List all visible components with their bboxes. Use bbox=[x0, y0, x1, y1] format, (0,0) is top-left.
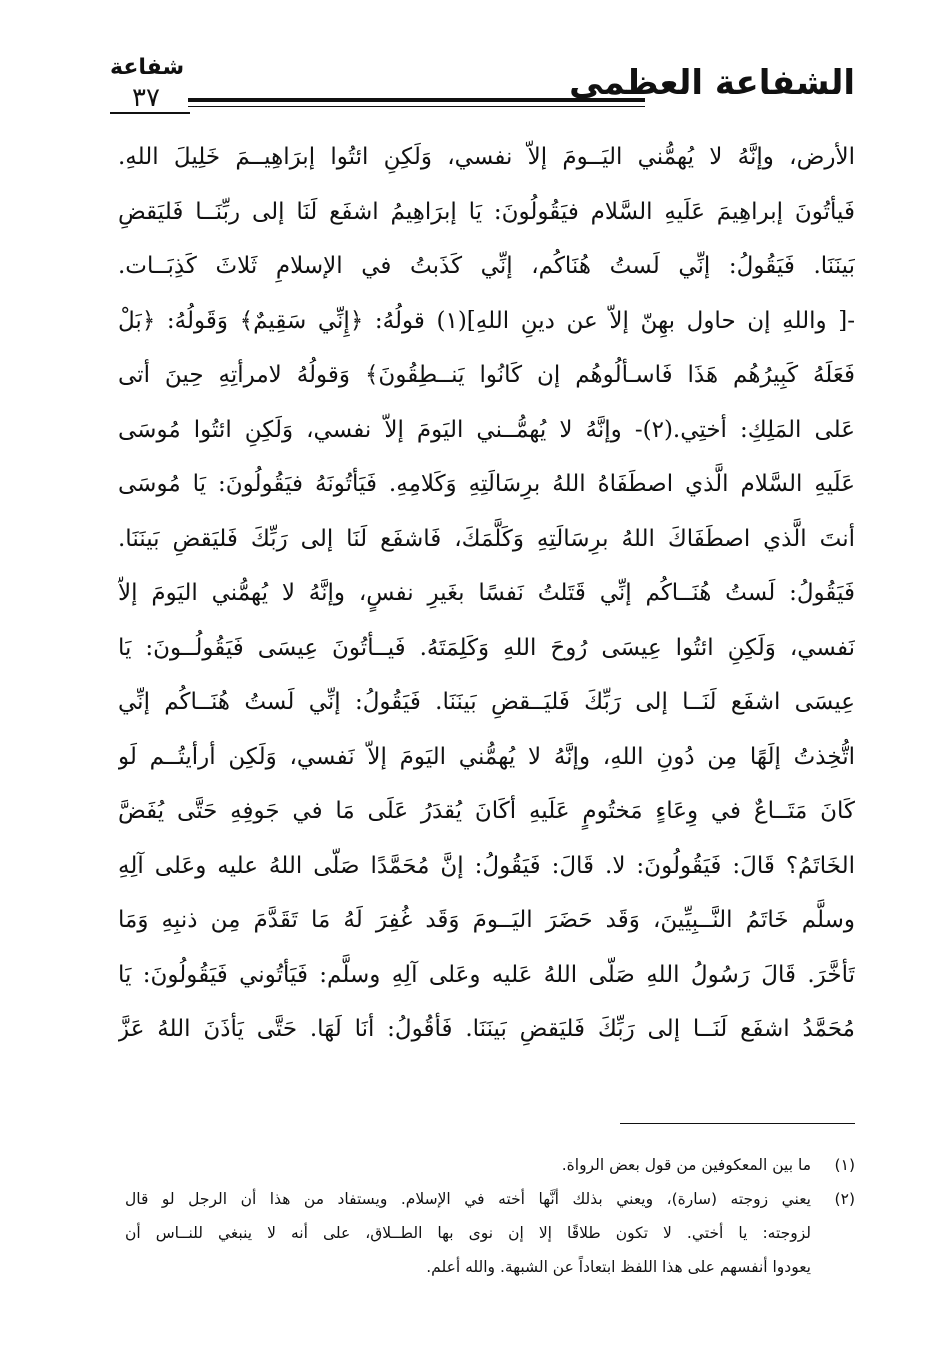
footnote-line: لزوجته: يا أختي. لا تكون طلاقًا إلا إن نوى بها الطــلاق، على أنه لا ينبغي للنــاس أن bbox=[125, 1224, 811, 1242]
footnote-line: يعودوا أنفسهم على هذا اللفظ ابتعاداً عن الشبهة. والله أعلم. bbox=[426, 1258, 811, 1276]
text-line: نَفسي، وَلَكِنِ ائتُوا عِيسَى رُوحَ اللهِ وَكَلِمَتَهُ. فَيــأتُونَ عِيسَى فَيَقُولُــونَ: يَا bbox=[118, 634, 855, 661]
footnote-text: يعني زوجته (سارة)، ويعني بذلك أنَّها أخته في الإسلام. ويستفاد من هذا أن الرجل لو قال bbox=[125, 1190, 811, 1208]
text-line: فَيأتُونَ إبراهِيمَ عَلَيهِ السَّلام فيَقُولُونَ: يَا إبرَاهِيمُ اشفَع لَنَا إلى ربِّنَــا فَليَقضِ bbox=[118, 198, 855, 225]
main-text bbox=[118, 130, 855, 1057]
text-line: بَينَنَا. فَيَقُولُ: إنِّي لَستُ هُنَاكُم، إنِّي كَذَبتُ في الإسلامِ ثَلاثَ كَذِبَــات. bbox=[118, 253, 855, 279]
footnote-text: ما بين المعكوفين من قول بعض الرواة. bbox=[561, 1156, 811, 1174]
page-header bbox=[110, 55, 855, 130]
header-logo: شفاعة bbox=[110, 55, 185, 80]
footnote-line bbox=[125, 1182, 855, 1216]
text-line: مُحَمَّدُ اشفَع لَنَــا إلى رَبِّكَ فَليَقضِ بَينَنَا. فَأقُولُ: أنَا لَهَا. حَتَّى يَأذَنَ اللهُ عَزَّ bbox=[118, 1016, 855, 1042]
footnote-1 bbox=[125, 1148, 855, 1182]
header-rule bbox=[188, 98, 645, 102]
text-line: الخَاتَمُ؟ قَالَ: فَيَقُولُونَ: لا. قَالَ: فَيَقُولُ: إنَّ مُحَمَّدًا صَلّى اللهُ عليه وعَلى آلِهِ bbox=[118, 852, 855, 879]
footnote-marker: (٢) bbox=[834, 1190, 855, 1208]
footnote-separator bbox=[620, 1123, 855, 1124]
text-line: عَلَيهِ السَّلام الَّذي اصطَفَاهُ اللهُ برِسَالَتِهِ وَكَلامِهِ. فَيَأتُونَهُ فيَقُولُونَ: يَا مُوسَى bbox=[118, 471, 855, 497]
text-line: كَانَ مَتَــاعٌ في وِعَاءٍ مَختُومٍ عَلَيهِ أكَانَ يُقدَرُ عَلَى مَا في جَوفِهِ حَتَّى يُفَضَّ bbox=[118, 798, 855, 824]
text-line: وسلَّم خَاتَمُ النَّــبِيِّينَ، وَقَد حَضَرَ اليَــومَ وَقَد غُفِرَ لَهُ مَا تَقَدَّمَ مِن ذنبِهِ وَمَا bbox=[118, 907, 855, 933]
text-line: فَيَقُولُ: لَستُ هُنَــاكُم إنِّي قَتَلتُ نَفسًا بغَيرِ نفسٍ، وإنَّهُ لا يُهمُّني اليَومَ إلاّ bbox=[118, 580, 855, 606]
footnote-marker: (١) bbox=[834, 1156, 855, 1174]
text-line: عَلى المَلِكِ: أختِي.(٢)- وإنَّهُ لا يُهمُّــني اليَومَ إلاّ نفسي، وَلَكِنِ ائتُوا مُوسَى bbox=[118, 416, 855, 443]
header-rule-thin bbox=[188, 106, 645, 107]
text-line: تَأخَّرَ. قَالَ رَسُولُ اللهِ صَلّى اللهُ عَليه وعَلى آلِهِ وسلَّم: فَيَأتُوني فَيَقُولُونَ: يَا bbox=[118, 961, 855, 988]
page-title: الشفاعة العظمى bbox=[569, 63, 855, 103]
footnotes bbox=[125, 1148, 855, 1284]
footnote-2 bbox=[125, 1182, 855, 1284]
page-number-rule bbox=[110, 112, 190, 114]
text-line: الأرض، وإنَّهُ لا يُهمُّني اليَــومَ إلاّ نفسي، وَلَكِنِ ائتُوا إبرَاهِيــمَ خَلِيلَ اللهِ. bbox=[118, 144, 855, 170]
text-line: -[ واللهِ إن حاول بهِنّ إلاّ عن دينِ اللهِ](١) قولُهُ: ﴿إِنِّي سَقِيمٌ﴾ وَقَولُهُ: ﴿بَلْ bbox=[118, 307, 855, 334]
text-line: أنتَ الَّذي اصطَفَاكَ اللهُ برِسَالَتِهِ وَكَلَّمَكَ، فَاشفَع لَنَا إلى رَبِّكَ فَليَقضِ بَينَنَا. bbox=[118, 525, 855, 552]
text-line: اتُّخِذتُ إلَهًا مِن دُونِ اللهِ، وإنَّهُ لا يُهمُّني اليَومَ إلاّ نَفسي، وَلَكِن أرأيتُــم لَو bbox=[118, 743, 855, 770]
footnote-line bbox=[125, 1148, 855, 1182]
text-line: عِيسَى اشفَع لَنَــا إلى رَبِّكَ فَليَــقضِ بَينَنَا. فَيَقُولُ: إنِّي لَستُ هُنَــاكُم إنِّي bbox=[118, 689, 855, 715]
page-number: ٣٧ bbox=[132, 83, 160, 113]
text-line: فَعَلَهُ كَبِيرُهُم هَذَا فَاسـألُوهُم إن كَانُوا يَنــطِقُونَ﴾ وَقولُهُ لامرأتِهِ حِينَ أتى bbox=[118, 362, 855, 388]
